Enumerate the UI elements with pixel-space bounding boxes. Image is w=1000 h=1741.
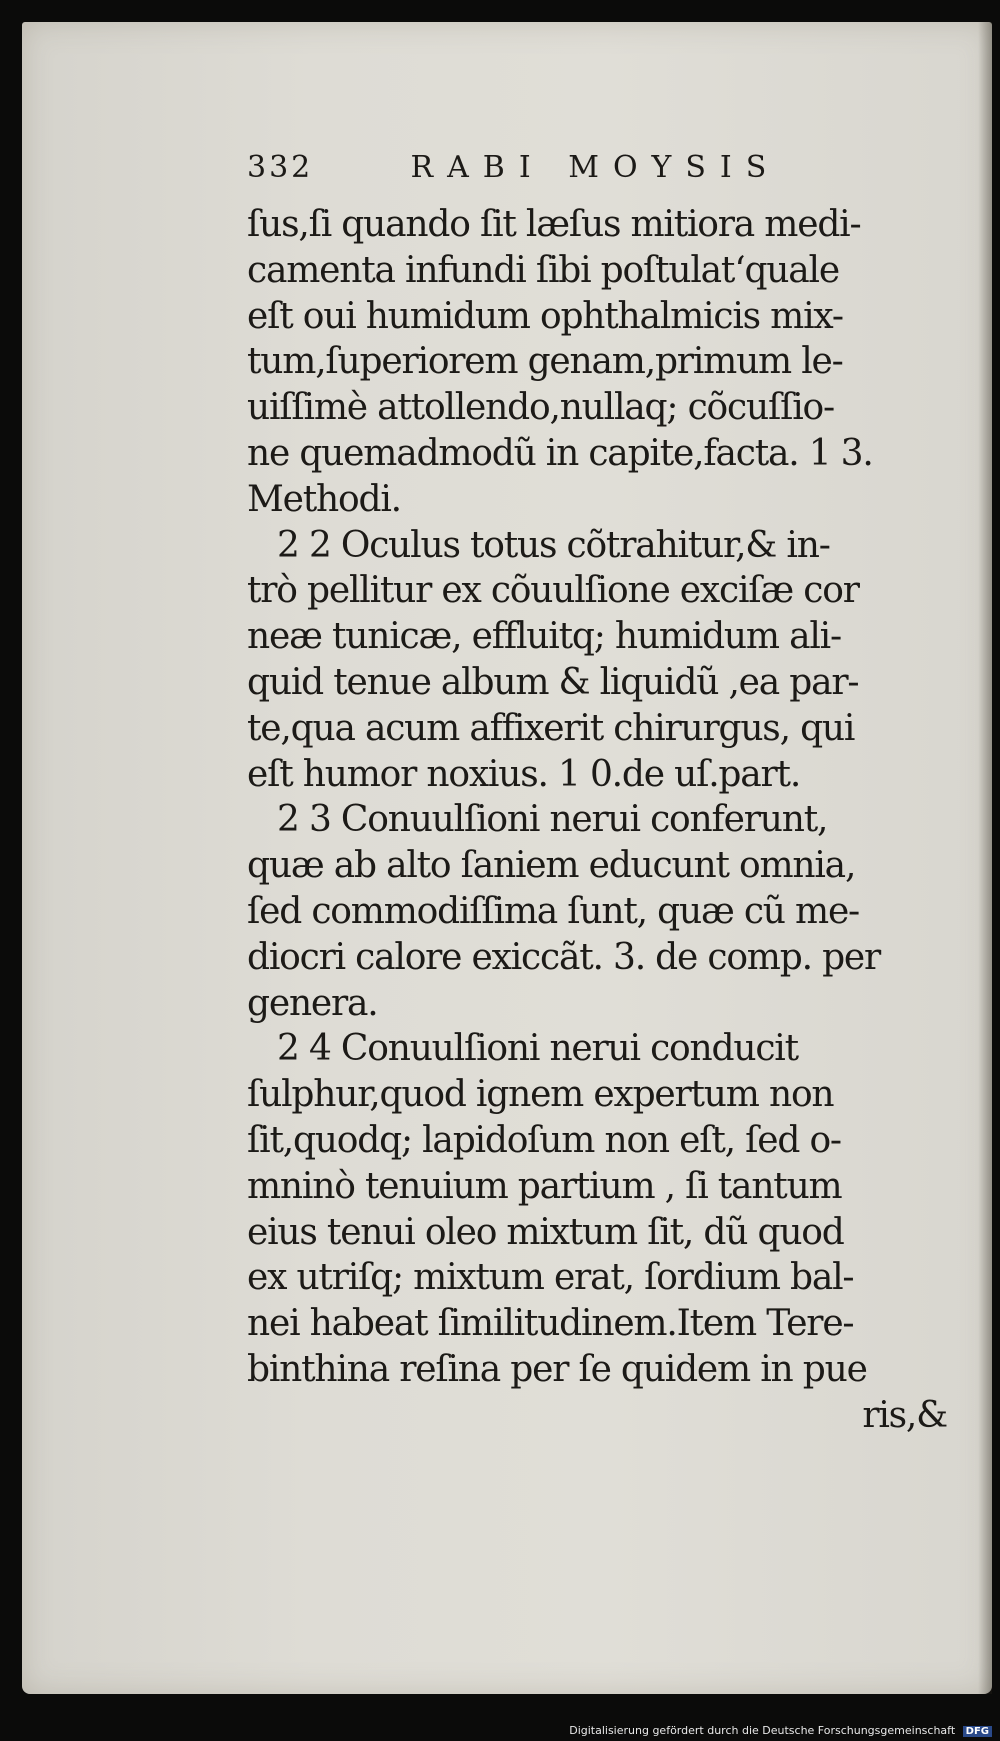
text-line: ſed commodiſſima ſunt, quæ cũ me- <box>247 890 860 932</box>
text-line: diocri calore exiccãt. 3. de comp. per <box>247 936 881 978</box>
text-line: ne quemadmodũ in capite,facta. 1 3. <box>247 432 873 474</box>
text-line: te,qua acum affixerit chirurgus, qui <box>247 707 855 749</box>
digitization-credit <box>0 1724 1000 1737</box>
text-line: eſt oui humidum ophthalmicis mix- <box>247 295 843 337</box>
running-head <box>247 150 967 202</box>
text-line: quæ ab alto ſaniem educunt omnia, <box>247 845 856 887</box>
text-line: 2 3 Conuulſioni nerui conferunt, <box>277 799 828 841</box>
text-line: eſt humor noxius. 1 0.de uſ.part. <box>247 753 801 795</box>
credit-text: Digitalisierung gefördert durch die Deutsche Forschungsgemeinschaft <box>569 1724 956 1737</box>
dfg-logo: DFG <box>963 1726 992 1737</box>
catchword: ris,& <box>862 1394 947 1436</box>
text-line: neæ tunicæ, effluitq; humidum ali- <box>247 616 841 658</box>
text-line: ſit,quodq; lapidoſum non eſt, ſed o- <box>247 1119 841 1161</box>
text-line: camenta infundi ſibi poſtulat‘quale <box>247 249 839 291</box>
running-title: RABI MOYSIS <box>410 150 781 185</box>
text-line: Methodi. <box>247 478 401 520</box>
text-line: binthina reſina per ſe quidem in pue <box>247 1348 867 1390</box>
text-line: 2 2 Oculus totus cõtrahitur,& in- <box>277 524 830 566</box>
text-line: genera. <box>247 982 378 1024</box>
page-number: 332 <box>247 150 314 185</box>
text-line: nei habeat ſimilitudinem.Item Tere- <box>247 1303 854 1345</box>
text-line: uiſſimè attollendo,nullaq; cõcuſſio- <box>247 387 834 429</box>
text-block <box>247 150 967 1439</box>
text-line: trò pellitur ex cõuulſione exciſæ cor <box>247 570 859 612</box>
text-line: ſus,ſi quando ſit læſus mitiora medi- <box>247 204 861 245</box>
text-line: ex utriſq; mixtum erat, ſordium bal- <box>247 1257 854 1299</box>
text-line: ſulphur,quod ignem expertum non <box>247 1074 834 1116</box>
text-line: mninò tenuium partium , ſi tantum <box>247 1165 842 1207</box>
text-line: eius tenui oleo mixtum ſit, dũ quod <box>247 1211 844 1253</box>
text-line: tum,ſuperiorem genam,primum le- <box>247 341 843 383</box>
page-edge-shadow <box>978 22 992 1694</box>
text-line: 2 4 Conuulſioni nerui conducit <box>277 1028 798 1070</box>
book-page <box>22 22 992 1694</box>
text-line: quid tenue album & liquidũ ,ea par- <box>247 661 859 703</box>
